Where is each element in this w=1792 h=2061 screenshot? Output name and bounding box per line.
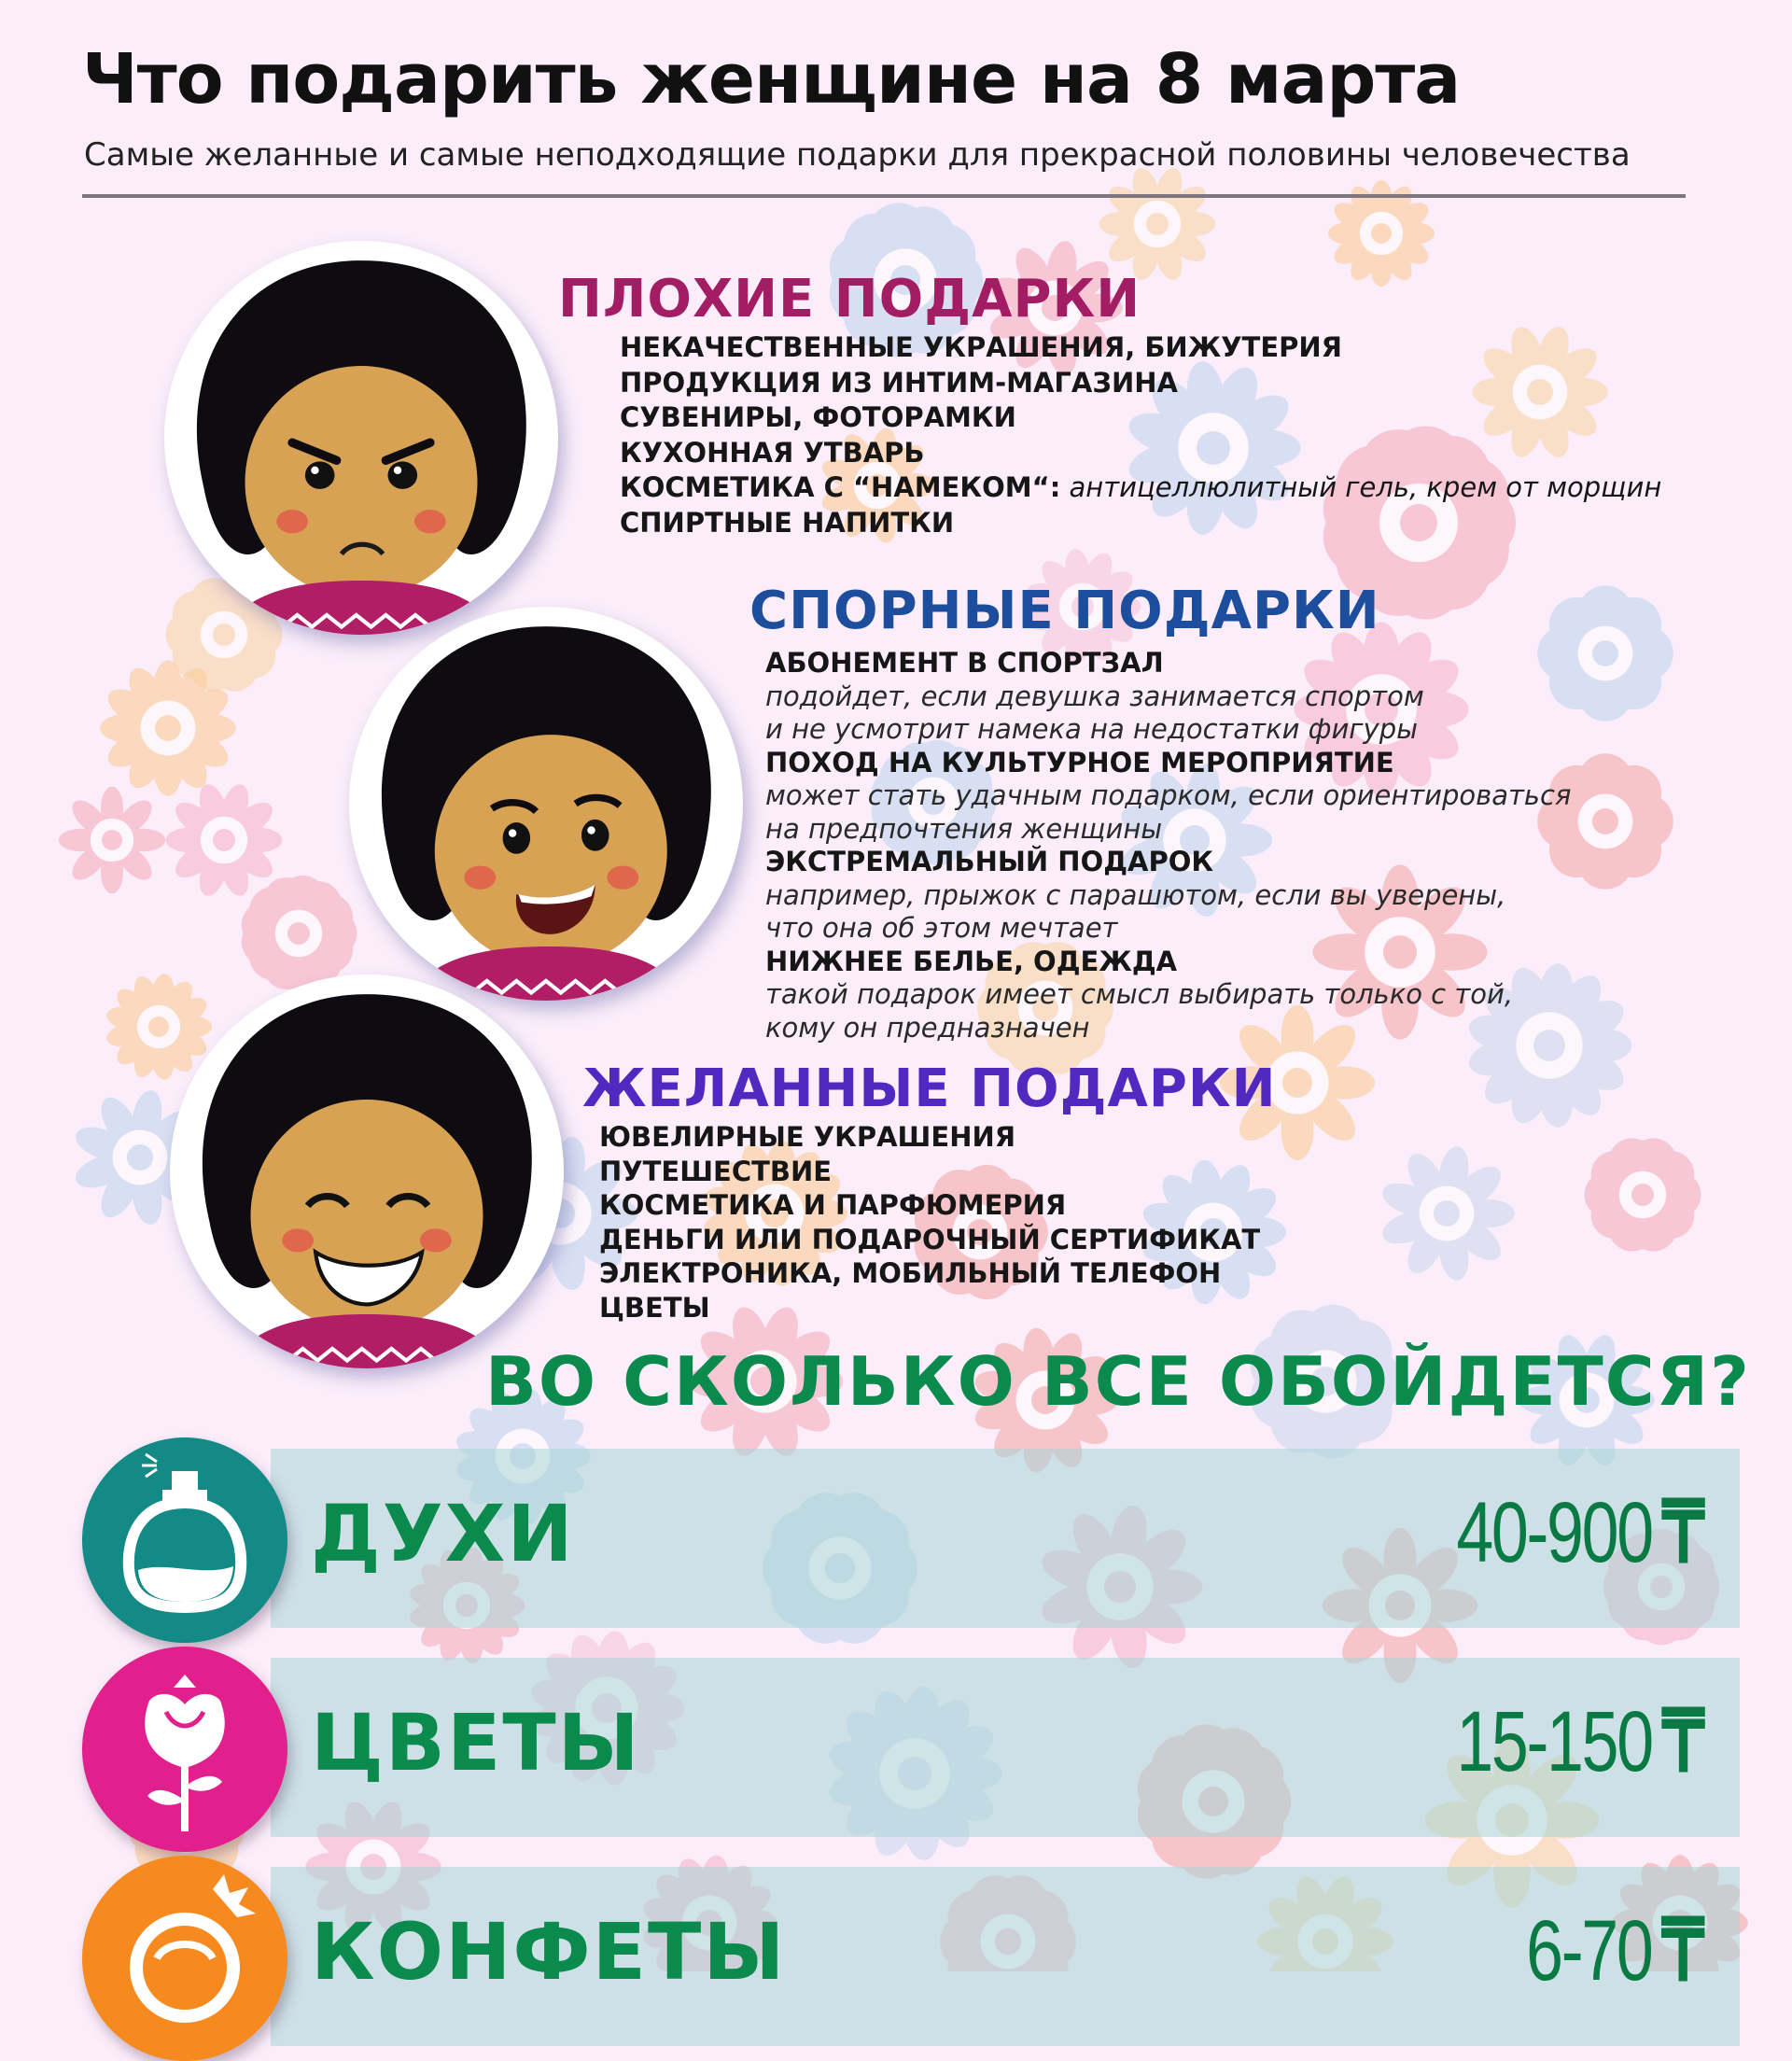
cost-row-candy: [82, 1856, 1740, 2061]
list-item-note: и не усмотрит намека на недостатки фигуры: [765, 713, 1419, 745]
list-item-note: подойдет, если девушка занимается спортом: [765, 680, 1424, 712]
list-item: ЮВЕЛИРНЫЕ УКРАШЕНИЯ: [599, 1121, 1016, 1153]
tenge-icon: ₸: [1661, 1694, 1702, 1789]
cost-item-price: [1526, 1900, 1702, 2000]
list-item: КУХОННАЯ УТВАРЬ: [620, 436, 925, 469]
cost-heading: ВО СКОЛЬКО ВСЕ ОБОЙДЕТСЯ?: [485, 1342, 1751, 1421]
flower-decoration: [166, 781, 283, 900]
cost-item-name: КОНФЕТЫ: [311, 1906, 787, 1998]
flower-decoration: [1582, 1132, 1704, 1257]
list-item-title: ПОХОД НА КУЛЬТУРНОЕ МЕРОПРИЯТИЕ: [765, 746, 1394, 778]
list-item-title: ЭКСТРЕМАЛЬНЫЙ ПОДАРОК: [765, 846, 1214, 877]
desired-gifts-heading: ЖЕЛАННЫЕ ПОДАРКИ: [582, 1059, 1277, 1119]
list-item-note: такой подарок имеет смысл выбирать только с той,: [765, 978, 1514, 1010]
list-item-title: АБОНЕМЕНТ В СПОРТЗАЛ: [765, 647, 1164, 679]
list-item-note: может стать удачным подарком, если ориентироваться: [765, 779, 1572, 811]
flower-decoration: [59, 787, 165, 893]
title-divider: [82, 194, 1686, 198]
list-item: ЭЛЕКТРОНИКА, МОБИЛЬНЫЙ ТЕЛЕФОН: [599, 1257, 1222, 1289]
rose-icon: [82, 1647, 287, 1852]
cost-item-price: [1456, 1482, 1702, 1582]
list-item: СУВЕНИРЫ, ФОТОРАМКИ: [620, 401, 1016, 433]
flower-decoration: [1378, 1144, 1514, 1283]
list-item: ДЕНЬГИ ИЛИ ПОДАРОЧНЫЙ СЕРТИФИКАТ: [599, 1223, 1261, 1255]
list-item: ПУТЕШЕСТВИЕ: [599, 1155, 833, 1187]
happy-woman-avatar: [170, 974, 564, 1368]
cosmetics-label: КОСМЕТИКА С “НАМЕКОМ“:: [620, 471, 1061, 503]
list-item-title: НИЖНЕЕ БЕЛЬЕ, ОДЕЖДА: [765, 945, 1178, 977]
angry-face-icon: [164, 241, 558, 635]
tenge-icon: ₸: [1661, 1903, 1702, 1998]
candy-icon: [82, 1856, 287, 2061]
cost-item-name: ДУХИ: [311, 1488, 575, 1579]
cost-row-perfume: [82, 1437, 1740, 1643]
list-item-note: на предпочтения женщины: [765, 812, 1163, 845]
cost-row-flowers: [82, 1647, 1740, 1852]
list-item-note: например, прыжок с парашютом, если вы уверены,: [765, 878, 1506, 911]
page-title: Что подарить женщине на 8 марта: [82, 39, 1461, 119]
price-value: 40-900: [1456, 1485, 1652, 1580]
doubtful-woman-avatar: [349, 607, 743, 1001]
laughing-face-icon: [349, 607, 743, 1001]
list-item: ПРОДУКЦИЯ ИЗ ИНТИМ-МАГАЗИНА: [620, 366, 1178, 399]
list-item-note: кому он предназначен: [765, 1011, 1090, 1044]
bad-gifts-heading: ПЛОХИЕ ПОДАРКИ: [558, 269, 1141, 329]
price-value: 15-150: [1456, 1694, 1652, 1789]
list-item: КОСМЕТИКА И ПАРФЮМЕРИЯ: [599, 1189, 1067, 1221]
disputed-gifts-list: [765, 647, 1571, 1045]
angry-woman-avatar: [164, 241, 558, 635]
list-item-note: что она об этом мечтает: [765, 912, 1118, 944]
flower-decoration: [1099, 165, 1216, 284]
flower-decoration: [105, 973, 213, 1082]
list-item: СПИРТНЫЕ НАПИТКИ: [620, 506, 955, 539]
page-subtitle: Самые желанные и самые неподходящие подарки для прекрасной половины человечества: [84, 136, 1631, 174]
cost-item-price: [1456, 1691, 1702, 1791]
list-item: [620, 470, 1661, 506]
list-item: ЦВЕТЫ: [599, 1291, 710, 1324]
disputed-gifts-heading: СПОРНЫЕ ПОДАРКИ: [749, 581, 1380, 641]
bad-gifts-list: [620, 330, 1661, 540]
list-item: НЕКАЧЕСТВЕННЫЕ УКРАШЕНИЯ, БИЖУТЕРИЯ: [620, 331, 1343, 363]
tenge-icon: ₸: [1661, 1485, 1702, 1580]
perfume-icon: [82, 1437, 287, 1643]
desired-gifts-list: [599, 1120, 1260, 1325]
cost-item-name: ЦВЕТЫ: [311, 1697, 641, 1788]
price-value: 6-70: [1526, 1903, 1652, 1998]
cosmetics-note: антицеллюлитный гель, крем от морщин: [1060, 471, 1662, 503]
smiling-face-icon: [170, 974, 564, 1368]
